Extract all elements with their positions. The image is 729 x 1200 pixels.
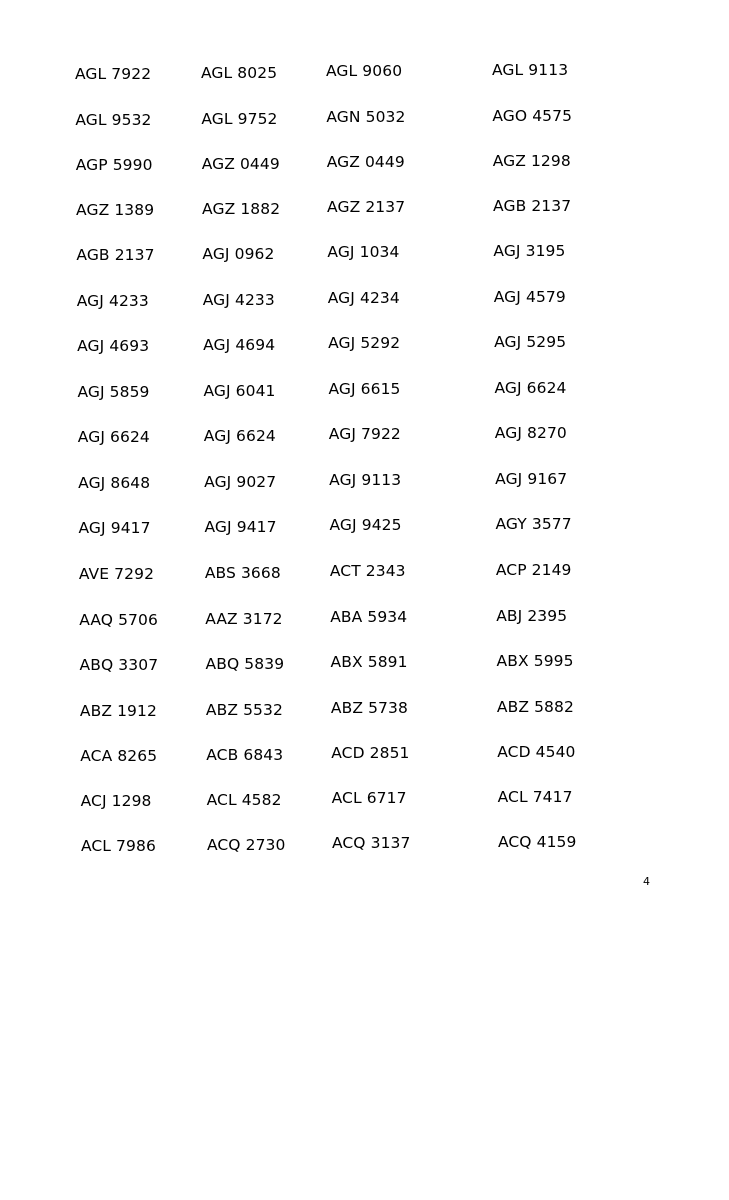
code-row — [0, 242, 729, 269]
code-entry: ABJ 2395 — [496, 607, 568, 626]
code-entry: AGJ 9417 — [204, 517, 277, 536]
code-entry: AGO 4575 — [492, 107, 573, 126]
code-entry: AGZ 0449 — [201, 154, 280, 173]
code-entry: AAZ 3172 — [205, 609, 283, 628]
code-entry: ACQ 4159 — [497, 833, 577, 852]
code-entry: AGL 9113 — [492, 61, 569, 80]
code-row — [0, 424, 729, 451]
code-entry: AGB 2137 — [76, 246, 155, 264]
page-number: 4 — [643, 875, 650, 888]
code-entry: AGZ 0449 — [326, 153, 405, 172]
code-entry: ACA 8265 — [80, 747, 158, 765]
code-entry: ACL 4582 — [206, 790, 282, 809]
code-entry: ABZ 5532 — [205, 700, 283, 719]
code-row — [0, 652, 729, 679]
code-entry: ACD 4540 — [497, 743, 576, 762]
code-entry: ABZ 5882 — [496, 698, 574, 717]
code-entry: AGL 9532 — [75, 111, 152, 129]
code-row — [0, 107, 729, 134]
code-entry: ABZ 1912 — [79, 702, 157, 720]
code-entry: AGJ 4233 — [76, 292, 149, 310]
code-row — [0, 333, 729, 360]
code-entry: AGJ 9425 — [329, 516, 402, 535]
code-entry: AGJ 5295 — [494, 333, 567, 352]
code-row — [0, 698, 729, 725]
code-entry: AGJ 4579 — [493, 288, 566, 307]
code-entry: ACL 7986 — [80, 837, 156, 855]
code-row — [0, 515, 729, 542]
code-entry: AGJ 6624 — [77, 428, 150, 446]
code-entry: AGZ 1882 — [202, 199, 281, 218]
code-entry: AVE 7292 — [78, 565, 155, 583]
code-entry: AGZ 1389 — [76, 201, 155, 219]
code-entry: AGJ 5292 — [328, 334, 401, 353]
code-entry: AGJ 1034 — [327, 243, 400, 262]
code-entry: ACB 6843 — [206, 745, 284, 764]
code-entry: AGZ 1298 — [492, 152, 571, 171]
code-entry: AGJ 3195 — [493, 242, 566, 261]
code-entry: AGJ 9113 — [329, 471, 402, 490]
code-entry: AGJ 4693 — [77, 337, 150, 355]
code-entry: AGJ 8270 — [494, 424, 567, 443]
code-entry: ACL 6717 — [331, 789, 407, 808]
code-row — [0, 61, 729, 88]
code-entry: AAQ 5706 — [79, 611, 158, 629]
code-entry: ACT 2343 — [329, 562, 406, 581]
code-entry: ABA 5934 — [330, 608, 408, 627]
code-entry: ACJ 1298 — [80, 792, 152, 810]
code-entry: AGJ 6624 — [203, 426, 276, 445]
code-entry: AGL 8025 — [201, 63, 278, 82]
code-row — [0, 561, 729, 588]
code-entry: AGN 5032 — [326, 108, 406, 127]
code-entry: AGJ 0962 — [202, 244, 275, 263]
code-entry: AGP 5990 — [75, 156, 153, 174]
code-row — [0, 152, 729, 179]
code-row — [0, 743, 729, 770]
code-row — [0, 470, 729, 497]
code-entry: ABQ 5839 — [205, 654, 285, 673]
code-entry: AGJ 9027 — [204, 472, 277, 491]
code-entry: AGJ 4694 — [203, 335, 276, 354]
code-row — [0, 833, 729, 860]
code-entry: ABS 3668 — [204, 563, 281, 582]
code-entry: ACL 7417 — [497, 788, 573, 807]
code-entry: AGJ 8648 — [78, 474, 151, 492]
code-entry: AGJ 5859 — [77, 383, 150, 401]
code-entry: ACQ 3137 — [331, 834, 411, 853]
code-row — [0, 197, 729, 224]
code-entry: AGL 7922 — [75, 65, 152, 83]
code-entry: AGJ 4233 — [202, 290, 275, 309]
code-entry: AGJ 6615 — [328, 380, 401, 399]
code-entry: AGB 2137 — [493, 197, 572, 216]
code-row — [0, 379, 729, 406]
code-entry: AGJ 7922 — [328, 425, 401, 444]
code-entry: ABX 5995 — [496, 652, 574, 671]
code-entry: ACP 2149 — [495, 561, 572, 580]
code-entry: AGJ 6624 — [494, 379, 567, 398]
code-row — [0, 607, 729, 634]
code-entry: AGY 3577 — [495, 515, 572, 534]
code-row — [0, 788, 729, 815]
code-entry: ACQ 2730 — [206, 835, 286, 854]
code-entry: ABZ 5738 — [330, 699, 408, 718]
code-entry: AGJ 9417 — [78, 519, 151, 537]
code-entry: AGL 9752 — [201, 109, 278, 128]
code-entry: AGL 9060 — [326, 62, 403, 81]
code-entry: ACD 2851 — [331, 744, 410, 763]
code-entry: AGJ 9167 — [495, 470, 568, 489]
code-entry: AGJ 4234 — [327, 289, 400, 308]
code-entry: AGZ 2137 — [327, 198, 406, 217]
code-entry: AGJ 6041 — [203, 381, 276, 400]
code-entry: ABX 5891 — [330, 653, 408, 672]
code-row — [0, 288, 729, 315]
code-entry: ABQ 3307 — [79, 656, 159, 674]
